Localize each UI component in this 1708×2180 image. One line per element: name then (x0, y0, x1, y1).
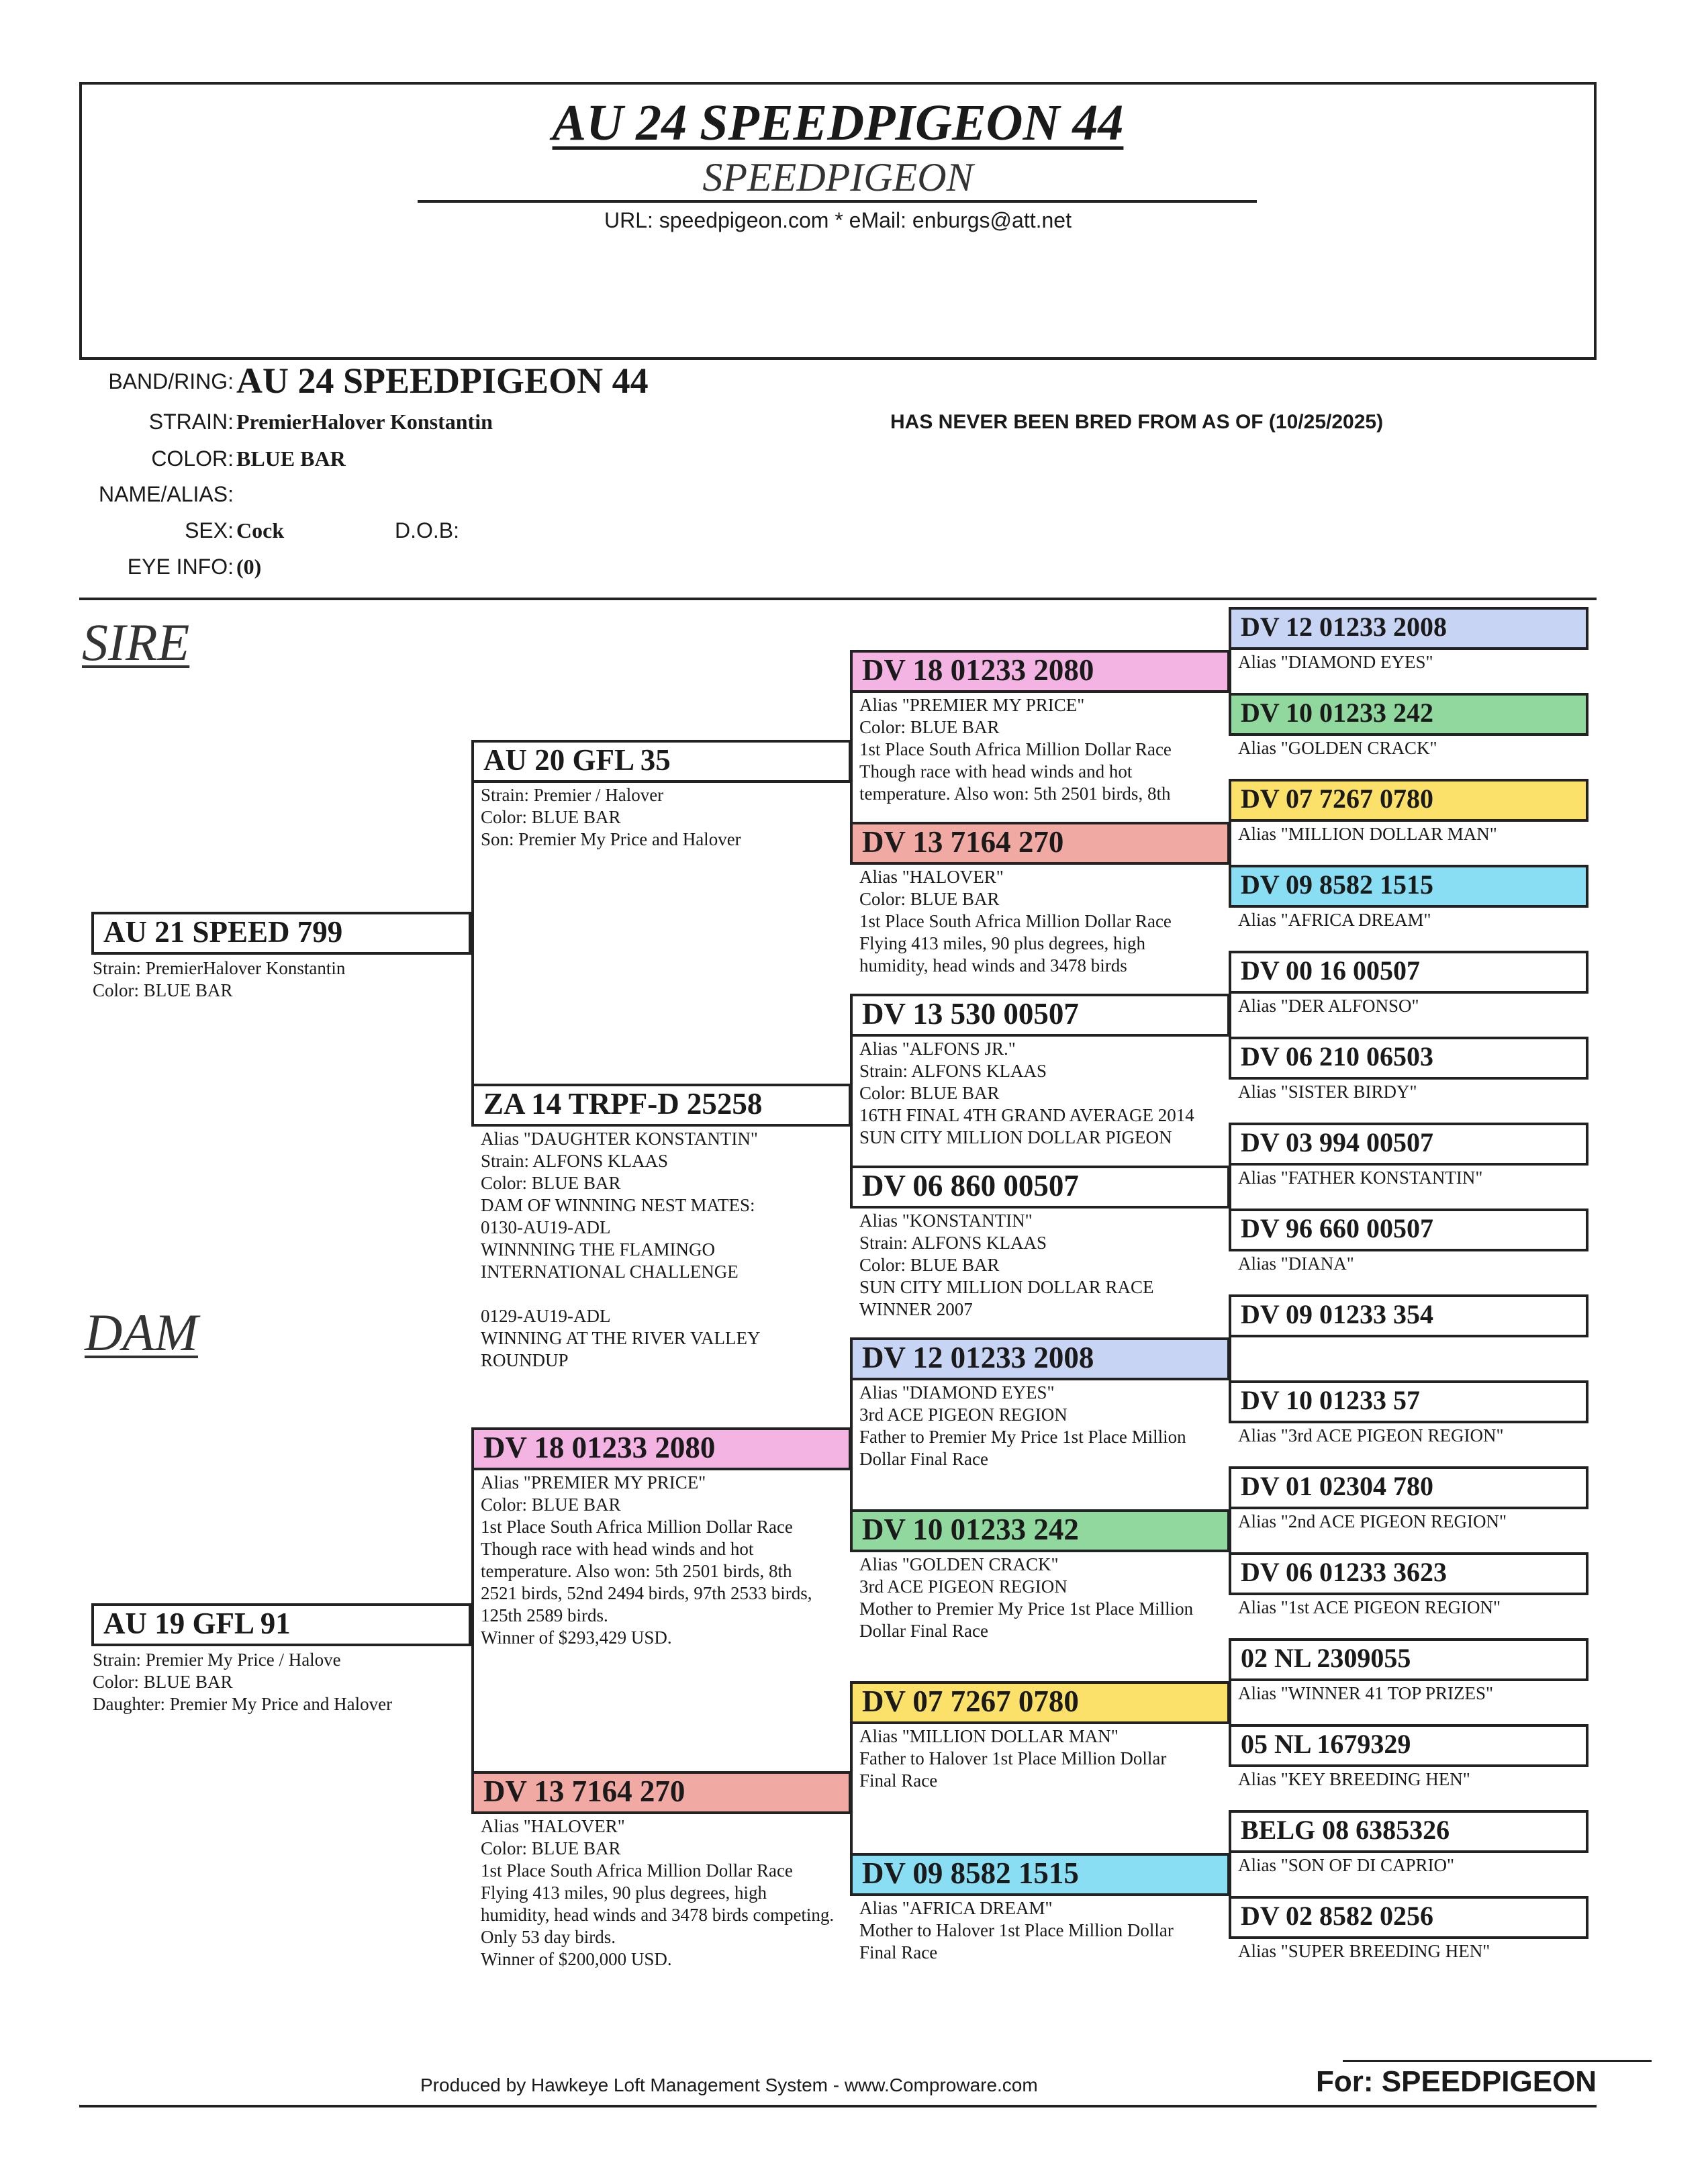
gen4-alias: Alias "3rd ACE PIGEON REGION" (1238, 1425, 1504, 1446)
gen4-band: DV 03 994 00507 (1229, 1123, 1588, 1166)
gen3-band: DV 09 8582 1515 (850, 1853, 1230, 1896)
loft-name: SPEEDPIGEON (702, 155, 974, 199)
gen3-details: Alias "PREMIER MY PRICE" Color: BLUE BAR 1st Place South Africa Million Dollar Race Though race with head winds and hot temperature. Also won: 5th 2501 birds, 8th (859, 695, 1172, 804)
gen4-band: DV 96 660 00507 (1229, 1209, 1588, 1251)
band-value: AU 24 SPEEDPIGEON 44 (236, 361, 649, 401)
band-label: BAND/RING: (108, 369, 234, 393)
contact-line: URL: speedpigeon.com * eMail: enburgs@att.net (604, 208, 1072, 232)
gen4-alias: Alias "GOLDEN CRACK" (1238, 738, 1437, 758)
sire-details: Strain: PremierHalover Konstantin Color: BLUE BAR (93, 958, 346, 1000)
gen3-band: DV 13 530 00507 (850, 994, 1230, 1037)
footer-rule (1343, 2060, 1652, 2062)
dam-details: Strain: Premier My Price / Halove Color: BLUE BAR Daughter: Premier My Price and Halover (93, 1650, 393, 1714)
sex-label: SEX: (185, 518, 234, 542)
gen4-alias: Alias "KEY BREEDING HEN" (1238, 1769, 1470, 1789)
gen4-band: DV 01 02304 780 (1229, 1466, 1588, 1509)
gen2-band: DV 13 7164 270 (471, 1771, 851, 1814)
dam-heading: DAM (85, 1303, 198, 1362)
gen4-band: DV 10 01233 242 (1229, 693, 1588, 736)
connector-line (471, 761, 474, 1119)
gen4-alias: Alias "DER ALFONSO" (1238, 996, 1419, 1016)
gen4-band: 02 NL 2309055 (1229, 1638, 1588, 1681)
gen3-details: Alias "MILLION DOLLAR MAN" Father to Halover 1st Place Million Dollar Final Race (859, 1726, 1167, 1791)
gen3-details: Alias "AFRICA DREAM" Mother to Halover 1st Place Million Dollar Final Race (859, 1898, 1174, 1962)
gen3-details: Alias "DIAMOND EYES" 3rd ACE PIGEON REGION Father to Premier My Price 1st Place Million Dollar Final Race (859, 1382, 1186, 1469)
strain-label: STRAIN: (148, 410, 234, 434)
dob-label: D.O.B: (395, 518, 460, 542)
gen4-alias: Alias "DIANA" (1238, 1253, 1354, 1274)
gen2-details: Strain: Premier / Halover Color: BLUE BAR Son: Premier My Price and Halover (481, 785, 741, 849)
gen4-band: DV 02 8582 0256 (1229, 1896, 1588, 1939)
gen2-band: ZA 14 TRPF-D 25258 (471, 1084, 851, 1127)
eye-info-label: EYE INFO: (127, 555, 234, 579)
gen4-alias: Alias "DIAMOND EYES" (1238, 652, 1433, 672)
gen4-alias: Alias "1st ACE PIGEON REGION" (1238, 1597, 1501, 1617)
gen3-details: Alias "ALFONS JR." Strain: ALFONS KLAAS Color: BLUE BAR 16TH FINAL 4TH GRAND AVERAGE 2014 SUN CITY MILLION DOLLAR PIGEON (859, 1039, 1194, 1147)
gen4-band: DV 06 210 06503 (1229, 1037, 1588, 1080)
gen3-band: DV 07 7267 0780 (850, 1681, 1230, 1724)
gen4-band: DV 10 01233 57 (1229, 1380, 1588, 1423)
gen4-alias: Alias "SUPER BREEDING HEN" (1238, 1941, 1490, 1961)
gen4-band: DV 00 16 00507 (1229, 951, 1588, 994)
gen4-band: DV 06 01233 3623 (1229, 1552, 1588, 1595)
section-divider (79, 598, 1597, 600)
color-label: COLOR: (151, 446, 234, 471)
gen4-alias: Alias "2nd ACE PIGEON REGION" (1238, 1511, 1507, 1531)
for-label: For: SPEEDPIGEON (1316, 2065, 1597, 2098)
gen4-band: BELG 08 6385326 (1229, 1810, 1588, 1853)
gen2-band: AU 20 GFL 35 (471, 740, 851, 783)
gen4-alias: Alias "FATHER KONSTANTIN" (1238, 1168, 1483, 1188)
gen4-alias: Alias "SISTER BIRDY" (1238, 1082, 1417, 1102)
gen3-details: Alias "KONSTANTIN" Strain: ALFONS KLAAS Color: BLUE BAR SUN CITY MILLION DOLLAR RACE WINNER 2007 (859, 1211, 1154, 1319)
dam-band: AU 19 GFL 91 (91, 1603, 471, 1646)
gen2-band: DV 18 01233 2080 (471, 1427, 851, 1470)
gen3-band: DV 12 01233 2008 (850, 1337, 1230, 1380)
breeding-note: HAS NEVER BEEN BRED FROM AS OF (10/25/2025) (890, 411, 1384, 433)
gen2-details: Alias "PREMIER MY PRICE" Color: BLUE BAR 1st Place South Africa Million Dollar Race Though race with head winds and hot temperature. Also won: 5th 2501 birds, 8th 2521 birds, 52nd 2494 birds, 97th 2533 birds, 125th 2589 birds. Winner of $293,429 USD. (481, 1472, 812, 1648)
eye-info-value: (0) (236, 555, 262, 579)
sire-band: AU 21 SPEED 799 (91, 912, 471, 955)
gen4-alias: Alias "AFRICA DREAM" (1238, 910, 1431, 930)
gen4-alias: Alias "MILLION DOLLAR MAN" (1238, 824, 1497, 844)
header-box (79, 82, 1597, 360)
gen4-band: DV 09 8582 1515 (1229, 865, 1588, 908)
gen4-band: 05 NL 1679329 (1229, 1724, 1588, 1767)
connector-line (471, 1449, 474, 1806)
gen4-band: DV 12 01233 2008 (1229, 607, 1588, 650)
footer-divider (79, 2105, 1597, 2107)
gen4-band: DV 07 7267 0780 (1229, 779, 1588, 822)
gen3-details: Alias "HALOVER" Color: BLUE BAR 1st Place South Africa Million Dollar Race Flying 413 miles, 90 plus degrees, high humidity, head winds and 3478 birds (859, 867, 1172, 976)
alias-label: NAME/ALIAS: (99, 482, 234, 506)
gen2-details: Alias "HALOVER" Color: BLUE BAR 1st Place South Africa Million Dollar Race Flying 413 miles, 90 plus degrees, high humidity, head winds and 3478 birds competing. Only 53 day birds. Winner of $200,000 USD. (481, 1816, 835, 1969)
gen2-details: Alias "DAUGHTER KONSTANTIN" Strain: ALFONS KLAAS Color: BLUE BAR DAM OF WINNING NEST MATES: 0130-AU19-ADL WINNNING THE FLAMINGO INTERNATIONAL CHALLENGE 0129-AU19-ADL WINNING AT THE RIVER VALLEY ROUNDUP (481, 1129, 761, 1370)
gen3-band: DV 18 01233 2080 (850, 650, 1230, 693)
gen3-band: DV 13 7164 270 (850, 822, 1230, 865)
strain-value: PremierHalover Konstantin (236, 410, 493, 434)
gen4-alias: Alias "SON OF DI CAPRIO" (1238, 1855, 1455, 1875)
gen3-band: DV 10 01233 242 (850, 1509, 1230, 1552)
color-value: BLUE BAR (236, 446, 346, 471)
sire-heading: SIRE (82, 613, 190, 671)
header-divider (418, 200, 1257, 203)
gen4-alias: Alias "WINNER 41 TOP PRIZES" (1238, 1683, 1494, 1703)
sex-value: Cock (236, 518, 285, 542)
gen4-band: DV 09 01233 354 (1229, 1294, 1588, 1337)
gen3-details: Alias "GOLDEN CRACK" 3rd ACE PIGEON REGION Mother to Premier My Price 1st Place Million Dollar Final Race (859, 1554, 1194, 1641)
pedigree-title: AU 24 SPEEDPIGEON 44 (552, 95, 1124, 151)
produced-by: Produced by Hawkeye Loft Management System - www.Comproware.com (420, 2075, 1038, 2095)
gen3-band: DV 06 860 00507 (850, 1166, 1230, 1209)
